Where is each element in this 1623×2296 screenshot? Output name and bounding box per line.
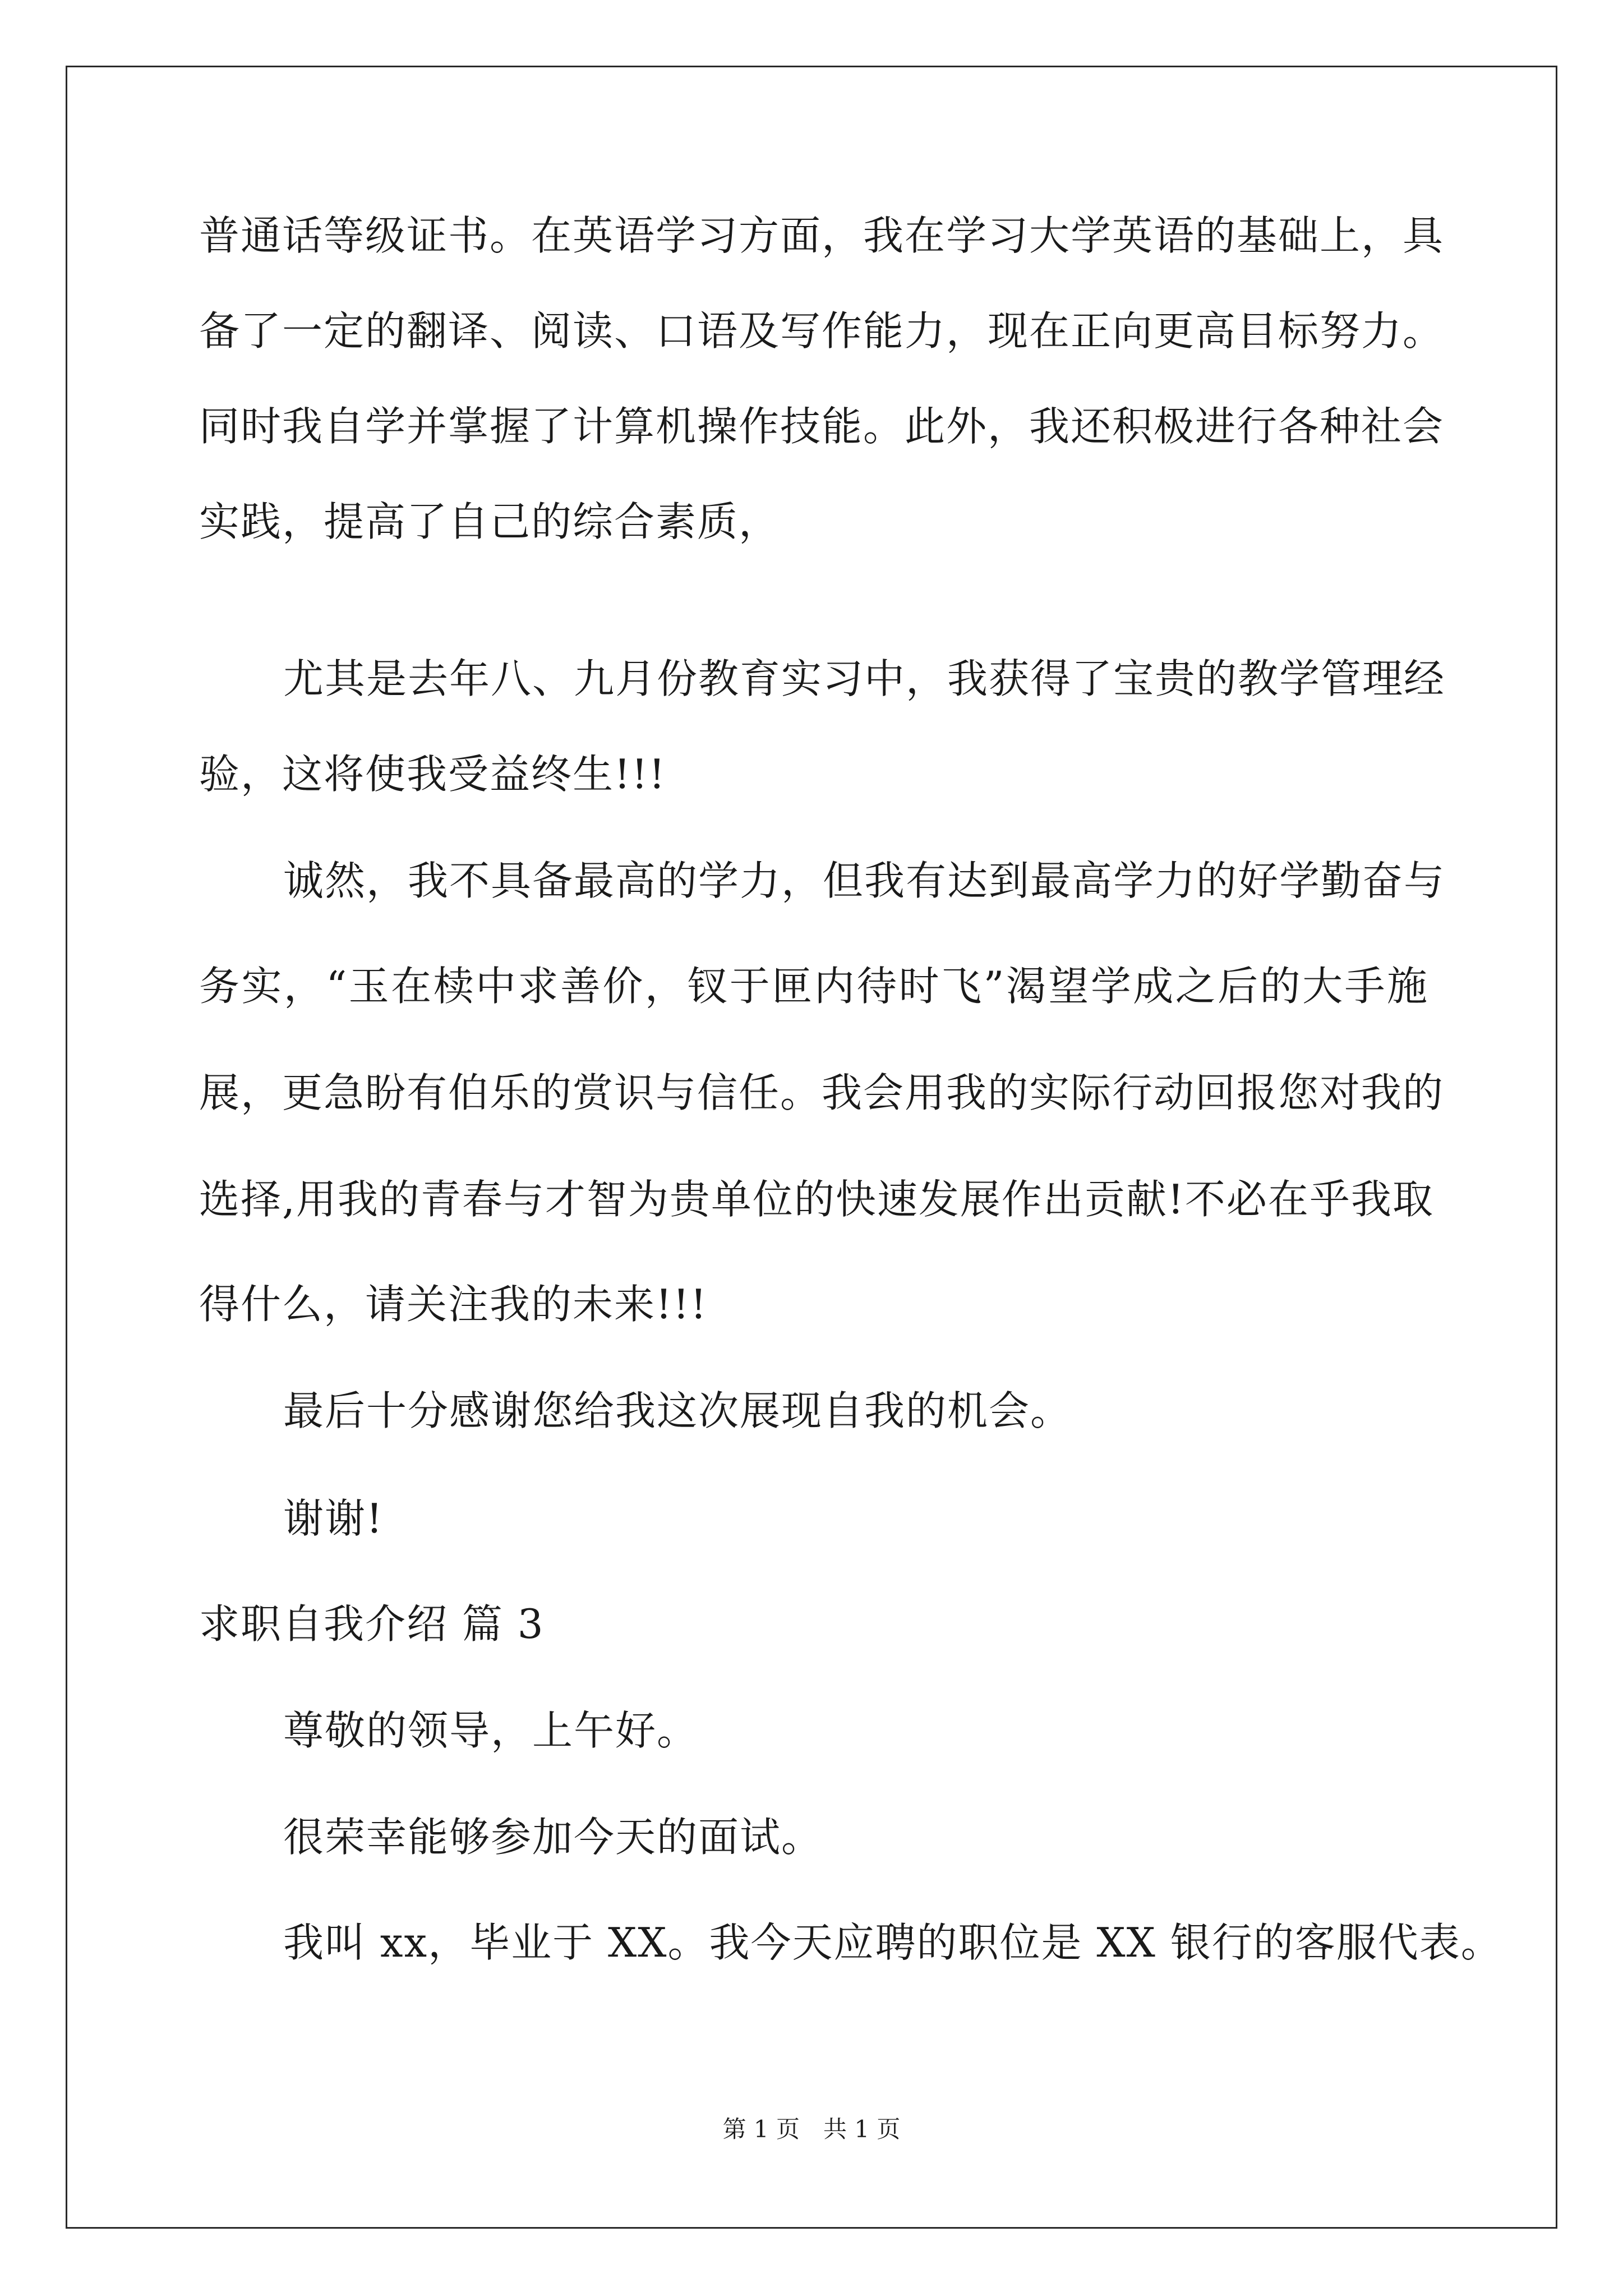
body-text-line: 尤其是去年八、九月份教育实习中，我获得了宝贵的教学管理经 xyxy=(283,655,1446,702)
page-border xyxy=(66,66,1557,2229)
body-text-line: 验，这将使我受益终生!!! xyxy=(199,751,666,798)
body-text-line: 尊敬的领导，上午好。 xyxy=(283,1707,699,1754)
body-text-line: 同时我自学并掌握了计算机操作技能。此外，我还积极进行各种社会 xyxy=(199,403,1445,450)
section-heading: 求职自我介绍 篇 3 xyxy=(199,1600,545,1648)
body-text-line: 实践，提高了自己的综合素质， xyxy=(199,498,781,545)
body-text-line: 展，更急盼有伯乐的赏识与信任。我会用我的实际行动回报您对我的 xyxy=(199,1069,1445,1116)
body-text-line: 我叫 xx，毕业于 XX。我今天应聘的职位是 XX 银行的客服代表。 xyxy=(283,1919,1502,1966)
body-text-line: 诚然，我不具备最高的学力，但我有达到最高学力的好学勤奋与 xyxy=(283,857,1446,904)
body-text-line: 备了一定的翻译、阅读、口语及写作能力，现在正向更高目标努力。 xyxy=(199,307,1445,355)
body-text-line: 务实，“玉在椟中求善价，钗于匣内待时飞”渴望学成之后的大手施 xyxy=(199,963,1428,1010)
body-text-line: 最后十分感谢您给我这次展现自我的机会。 xyxy=(283,1387,1072,1434)
body-text-line: 谢谢! xyxy=(283,1495,384,1542)
body-text-line: 很荣幸能够参加今天的面试。 xyxy=(283,1814,823,1861)
page-footer: 第 1 页 共 1 页 xyxy=(722,2115,901,2143)
body-text-line: 得什么，请关注我的未来!!! xyxy=(199,1281,708,1328)
body-text-line: 选择,用我的青春与才智为贵单位的快速发展作出贡献!不必在乎我取 xyxy=(199,1176,1434,1223)
body-text-line: 普通话等级证书。在英语学习方面，我在学习大学英语的基础上，具 xyxy=(199,212,1445,259)
